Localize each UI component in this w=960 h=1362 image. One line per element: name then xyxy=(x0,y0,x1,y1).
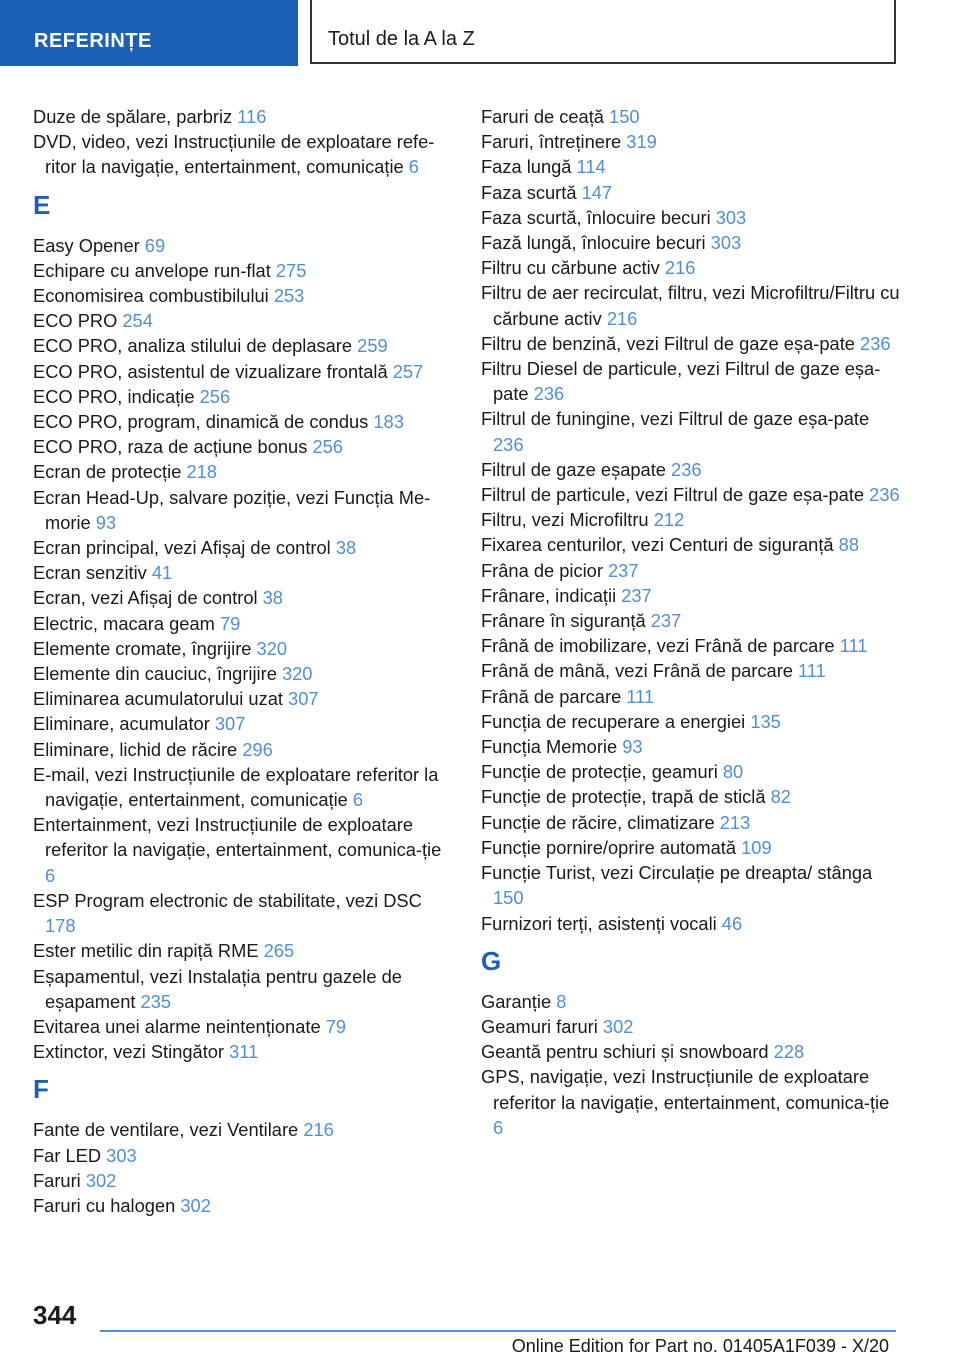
index-entry xyxy=(33,812,453,888)
index-entry xyxy=(33,104,453,129)
index-entry-term: Eșapamentul, vezi Instalația pentru gazele de eșapament xyxy=(33,965,402,1012)
page-reference-link[interactable]: 111 xyxy=(839,635,868,657)
index-letter-heading: E xyxy=(33,189,51,220)
index-entry-term: Filtrul de funingine, vezi Filtrul de gaze eșa-pate xyxy=(481,408,870,430)
index-entry-term: Ecran principal, vezi Afișaj de control xyxy=(33,537,336,559)
index-entry xyxy=(481,154,901,179)
page-reference-link[interactable]: 38 xyxy=(262,587,283,609)
index-entry xyxy=(33,560,453,585)
index-entry-term: Ester metilic din rapiță RME xyxy=(33,940,264,962)
index-entry-term: ECO PRO, program, dinamică de condus xyxy=(33,411,374,433)
index-entry-term: Duze de spălare, parbriz xyxy=(33,106,238,127)
page-reference-link[interactable]: 69 xyxy=(144,234,166,256)
index-entry xyxy=(481,810,901,835)
page-reference-link[interactable]: 135 xyxy=(750,710,781,732)
page-reference-link[interactable]: 254 xyxy=(122,310,153,332)
index-entry xyxy=(481,633,901,658)
page-reference-link[interactable]: 257 xyxy=(392,360,424,382)
page-reference-link[interactable]: 93 xyxy=(622,736,643,758)
index-entry-term: ESP Program electronic de stabilitate, vezi DSC xyxy=(33,889,422,911)
index-entry xyxy=(33,333,453,358)
index-entry xyxy=(33,737,453,762)
page-reference-link[interactable]: 236 xyxy=(860,332,891,354)
index-entry xyxy=(33,1117,453,1142)
index-entry xyxy=(481,255,901,280)
index-entry xyxy=(33,384,453,409)
index-entry xyxy=(481,558,901,583)
index-entry xyxy=(33,661,453,686)
index-entry-term: Echipare cu anvelope run-flat xyxy=(33,259,276,281)
page-reference-link[interactable]: 111 xyxy=(626,685,655,707)
index-entry-term: Filtru, vezi Microfiltru xyxy=(481,509,654,531)
index-entry xyxy=(33,585,453,610)
page-reference-link[interactable]: 319 xyxy=(626,131,657,153)
page-reference-link[interactable]: 183 xyxy=(373,411,404,433)
index-entry-term: Funcție de protecție, geamuri xyxy=(481,761,723,783)
index-entry-term: Elemente din cauciuc, îngrijire xyxy=(33,663,282,685)
page-reference-link[interactable]: 259 xyxy=(357,335,388,357)
index-entry xyxy=(33,233,453,258)
index-entry-term: Filtru de benzină, vezi Filtrul de gaze eșa-pate xyxy=(481,332,861,354)
page-reference-link[interactable]: 253 xyxy=(273,285,305,307)
index-entry xyxy=(481,583,901,608)
index-entry xyxy=(33,964,453,1014)
page-reference-link[interactable]: 6 xyxy=(352,789,364,811)
index-entry xyxy=(481,482,901,507)
page-reference-link[interactable]: 320 xyxy=(256,637,288,659)
index-entry-term: Easy Opener xyxy=(33,234,145,256)
page-reference-link[interactable]: 41 xyxy=(151,562,173,584)
page-reference-link[interactable]: 236 xyxy=(671,458,702,480)
chapter-header xyxy=(310,0,896,64)
page-reference-link[interactable]: 111 xyxy=(798,660,826,682)
index-entry-term: Frânare, indicații xyxy=(481,584,622,606)
page-reference-link[interactable]: 79 xyxy=(325,1015,347,1037)
page-reference-link[interactable]: 275 xyxy=(275,259,307,281)
page-reference-link[interactable]: 235 xyxy=(140,990,172,1012)
index-entry-term: Faruri de ceață xyxy=(481,106,610,127)
index-entry xyxy=(33,686,453,711)
index-entry-term: Ecran Head-Up, salvare poziție, vezi Funcția Me-morie xyxy=(33,486,431,533)
page-reference-link[interactable]: 303 xyxy=(106,1144,137,1166)
index-entry xyxy=(33,129,453,179)
footer-divider xyxy=(100,1330,896,1332)
page-reference-link[interactable]: 213 xyxy=(719,811,751,833)
index-entry-term: Faza lungă xyxy=(481,156,577,178)
index-entry-term: Furnizori terți, asistenți vocali xyxy=(481,912,722,934)
page-reference-link[interactable]: 6 xyxy=(408,156,419,178)
index-entry xyxy=(33,1039,453,1064)
index-entry xyxy=(481,784,901,809)
index-entry-term: Economisirea combustibilului xyxy=(33,285,274,307)
page-reference-link[interactable]: 80 xyxy=(722,761,744,783)
page-reference-link[interactable]: 303 xyxy=(710,232,742,254)
index-entry-term: Elemente cromate, îngrijire xyxy=(33,637,257,659)
index-entry xyxy=(481,911,901,936)
index-entry-term: Ecran senzitiv xyxy=(33,562,152,584)
index-entry-term: Funcția de recuperare a energiei xyxy=(481,710,751,732)
index-entry-term: Filtru cu cărbune activ xyxy=(481,257,665,279)
index-entry xyxy=(33,359,453,384)
index-entry-term: Ecran, vezi Afișaj de control xyxy=(33,587,263,609)
index-entry-term: Filtru Diesel de particule, vezi Filtrul de gaze eșa-pate xyxy=(481,358,881,405)
page-reference-link[interactable]: 302 xyxy=(180,1194,211,1216)
page-reference-link[interactable]: 8 xyxy=(556,990,567,1012)
index-entry xyxy=(33,308,453,333)
index-entry-term: ECO PRO, raza de acțiune bonus xyxy=(33,436,313,458)
index-entry xyxy=(33,1143,453,1168)
index-entry-term: Frână de parcare xyxy=(481,685,627,707)
index-entry-term: Filtrul de particule, vezi Filtrul de gaze eșa-pate xyxy=(481,484,870,506)
page-reference-link[interactable]: 237 xyxy=(650,610,682,632)
page-reference-link[interactable]: 218 xyxy=(186,461,217,483)
index-entry xyxy=(481,684,901,709)
index-entry-term: Eliminare, acumulator xyxy=(33,713,215,735)
index-entry xyxy=(33,938,453,963)
index-letter-heading: F xyxy=(33,1074,49,1105)
index-entry xyxy=(33,535,453,560)
index-entry-term: Electric, macara geam xyxy=(33,612,220,634)
index-entry xyxy=(481,457,901,482)
index-entry-term: Faza scurtă, înlocuire becuri xyxy=(481,206,716,228)
index-entry xyxy=(481,205,901,230)
page-reference-link[interactable]: 236 xyxy=(493,433,524,455)
index-entry xyxy=(481,406,901,456)
chapter-title: Totul de la A la Z xyxy=(328,28,475,50)
index-entry xyxy=(481,835,901,860)
index-entry-term: Eliminarea acumulatorului uzat xyxy=(33,688,289,710)
index-entry xyxy=(481,1039,901,1064)
index-entry xyxy=(33,434,453,459)
index-entry xyxy=(33,611,453,636)
page-reference-link[interactable]: 302 xyxy=(602,1015,634,1037)
index-entry xyxy=(481,734,901,759)
index-entry xyxy=(33,1193,453,1218)
index-entry-term: E-mail, vezi Instrucțiunile de exploatare referitor la navigație, entertainment, comunicație xyxy=(33,763,439,811)
page-reference-link[interactable]: 150 xyxy=(493,887,524,909)
page-reference-link[interactable]: 216 xyxy=(303,1119,334,1141)
index-entry-term: Fante de ventilare, vezi Ventilare xyxy=(33,1119,304,1141)
index-entry-term: Funcția Memorie xyxy=(481,736,623,758)
page-reference-link[interactable]: 237 xyxy=(621,584,652,606)
index-entry-term: Evitarea unei alarme neintenționate xyxy=(33,1015,326,1037)
index-entry-term: Funcție de protecție, trapă de sticlă xyxy=(481,786,771,808)
index-entry xyxy=(481,759,901,784)
page-reference-link[interactable]: 236 xyxy=(533,383,565,405)
index-entry-term: Fază lungă, înlocuire becuri xyxy=(481,232,711,254)
page-reference-link[interactable]: 256 xyxy=(312,436,343,458)
index-entry-term: Entertainment, vezi Instrucțiunile de exploatare referitor la navigație, entertainment, comunica-ție xyxy=(33,814,442,861)
section-tab xyxy=(0,0,298,66)
index-entry-term: ECO PRO, asistentul de vizualizare frontală xyxy=(33,360,393,382)
index-entry-term: Faruri xyxy=(33,1169,86,1191)
page-reference-link[interactable]: 256 xyxy=(199,385,231,407)
index-entry-term: Extinctor, vezi Stingător xyxy=(33,1041,230,1063)
page-reference-link[interactable]: 302 xyxy=(85,1169,117,1191)
index-letter-heading: G xyxy=(481,945,502,976)
index-entry xyxy=(481,532,901,557)
page-reference-link[interactable]: 147 xyxy=(581,181,613,203)
index-entry-term: ECO PRO, indicație xyxy=(33,385,200,407)
index-entry-term: Frână de imobilizare, vezi Frână de parcare xyxy=(481,635,840,657)
index-entry xyxy=(481,230,901,255)
page-reference-link[interactable]: 82 xyxy=(770,786,791,808)
index-entry xyxy=(481,507,901,532)
index-entry-term: Fixarea centurilor, vezi Centuri de siguranță xyxy=(481,534,839,556)
page-reference-link[interactable]: 116 xyxy=(237,106,267,127)
index-entry xyxy=(33,711,453,736)
index-entry xyxy=(481,709,901,734)
index-entry-term: ECO PRO xyxy=(33,310,123,332)
index-entry xyxy=(33,258,453,283)
index-entry-term: Frână de mână, vezi Frână de parcare xyxy=(481,660,799,682)
index-entry xyxy=(481,1014,901,1039)
page-reference-link[interactable]: 307 xyxy=(288,688,319,710)
section-label: REFERINȚE xyxy=(34,30,152,52)
index-entry-term: Funcție Turist, vezi Circulație pe dreapta/ stânga xyxy=(481,862,873,884)
page-reference-link[interactable]: 212 xyxy=(653,509,685,531)
index-entry xyxy=(33,888,453,938)
index-entry xyxy=(481,331,901,356)
page-reference-link[interactable]: 88 xyxy=(838,534,860,556)
index-entry-term: Funcție pornire/oprire automată xyxy=(481,836,742,858)
index-entry-term: Faruri cu halogen xyxy=(33,1194,181,1216)
index-entry-term: Ecran de protecție xyxy=(33,461,187,483)
page-reference-link[interactable]: 150 xyxy=(609,106,640,127)
index-entry xyxy=(33,459,453,484)
index-entry xyxy=(481,860,901,910)
index-entry xyxy=(33,762,453,812)
index-entry xyxy=(481,989,901,1014)
index-entry xyxy=(481,356,901,406)
page-reference-link[interactable]: 178 xyxy=(45,915,76,937)
index-entry-term: Faruri, întreținere xyxy=(481,131,627,153)
index-entry xyxy=(33,409,453,434)
index-entry-term: Geamuri faruri xyxy=(481,1015,603,1037)
index-entry-term: Filtru de aer recirculat, filtru, vezi Microfiltru/Filtru cu cărbune activ xyxy=(481,282,900,329)
page-reference-link[interactable]: 6 xyxy=(493,1116,504,1138)
page-reference-link[interactable]: 79 xyxy=(219,612,241,634)
index-entry xyxy=(481,104,901,129)
page-reference-link[interactable]: 311 xyxy=(229,1041,259,1063)
page-number: 344 xyxy=(33,1300,77,1330)
index-entry-term: Frâna de picior xyxy=(481,559,609,581)
page-reference-link[interactable]: 296 xyxy=(242,738,273,760)
index-entry-term: ECO PRO, analiza stilului de deplasare xyxy=(33,335,358,357)
page-reference-link[interactable]: 109 xyxy=(741,836,772,858)
index-entry xyxy=(33,1014,453,1039)
page-reference-link[interactable]: 216 xyxy=(664,257,696,279)
page-reference-link[interactable]: 6 xyxy=(45,864,56,886)
page-reference-link[interactable]: 46 xyxy=(721,912,743,934)
page-reference-link[interactable]: 237 xyxy=(608,559,639,581)
index-entry xyxy=(481,608,901,633)
index-entry-term: Frânare în siguranță xyxy=(481,610,651,632)
index-entry-term: Eliminare, lichid de răcire xyxy=(33,738,243,760)
index-entry xyxy=(481,180,901,205)
page-reference-link[interactable]: 265 xyxy=(263,940,295,962)
index-entry xyxy=(33,283,453,308)
index-entry xyxy=(481,280,901,330)
index-column-left xyxy=(33,104,453,1218)
index-entry-term: Far LED xyxy=(33,1144,107,1166)
index-entry xyxy=(481,129,901,154)
index-entry xyxy=(481,658,901,683)
index-entry-term: Garanție xyxy=(481,990,557,1012)
index-entry xyxy=(33,485,453,535)
page-reference-link[interactable]: 216 xyxy=(606,307,638,329)
index-entry-term: DVD, video, vezi Instrucțiunile de exploatare refe-ritor la navigație, entertainment, comunicație xyxy=(33,131,435,178)
page-reference-link[interactable]: 303 xyxy=(715,206,747,228)
page-reference-link[interactable]: 38 xyxy=(335,537,357,559)
page-reference-link[interactable]: 307 xyxy=(214,713,246,735)
page-reference-link[interactable]: 93 xyxy=(95,511,117,533)
index-column-right xyxy=(481,104,901,1140)
page-reference-link[interactable]: 320 xyxy=(281,663,313,685)
index-entry-term: Funcție de răcire, climatizare xyxy=(481,811,720,833)
index-entry-term: Faza scurtă xyxy=(481,181,582,203)
edition-footer: Online Edition for Part no. 01405A1F039 - X/20 xyxy=(511,1336,889,1356)
index-entry xyxy=(33,1168,453,1193)
page-reference-link[interactable]: 114 xyxy=(576,156,606,178)
page-reference-link[interactable]: 236 xyxy=(869,484,900,506)
page-reference-link[interactable]: 228 xyxy=(773,1041,805,1063)
index-entry xyxy=(481,1064,901,1140)
index-entry-term: Geantă pentru schiuri și snowboard xyxy=(481,1041,774,1063)
index-entry-term: Filtrul de gaze eșapate xyxy=(481,458,672,480)
index-entry-term: GPS, navigație, vezi Instrucțiunile de exploatare referitor la navigație, entertainment, comunica-ție xyxy=(481,1066,890,1113)
index-entry xyxy=(33,636,453,661)
